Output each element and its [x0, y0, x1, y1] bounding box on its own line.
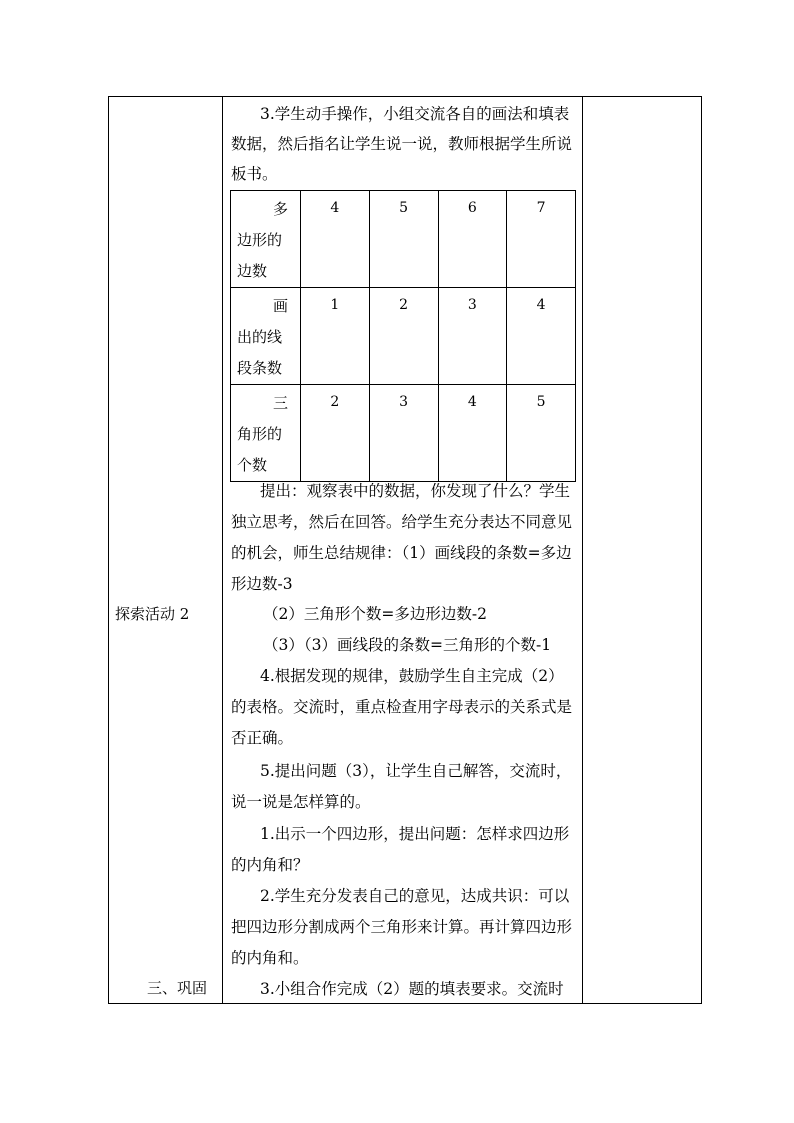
lesson-plan-table	[108, 96, 702, 1004]
row-header-line: 边形的	[237, 231, 283, 249]
row-header	[231, 191, 301, 288]
table-cell: 4	[301, 191, 370, 288]
para1-line1: 3.学生动手操作，小组交流各自的画法和填表	[260, 105, 570, 123]
polygon-data-table	[230, 190, 576, 482]
table-row	[231, 191, 576, 288]
para2-line2: 独立思考，然后在回答。给学生充分表达不同意见	[231, 513, 573, 531]
left-column	[109, 97, 223, 1003]
para6-line1: 2.学生充分发表自己的意见，达成共识：可以	[260, 887, 570, 905]
table-row	[231, 288, 576, 385]
para6-line3: 的内角和。	[231, 949, 309, 967]
table-cell: 2	[369, 288, 438, 385]
table-cell: 1	[301, 288, 370, 385]
row-header-line: 段条数	[237, 359, 283, 377]
para4-line1: 5.提出问题（3），让学生自己解答，交流时，	[260, 762, 572, 780]
table-cell: 5	[369, 191, 438, 288]
row-header	[231, 385, 301, 482]
row-header-line: 出的线	[237, 328, 283, 346]
para2-line5: （2）三角形个数=多边形边数-2	[263, 605, 487, 623]
row-header-line: 三	[272, 394, 288, 412]
para2-line6: （3）（3）画线段的条数=三角形的个数-1	[263, 636, 552, 654]
table-row	[231, 385, 576, 482]
row-header	[231, 288, 301, 385]
row-header-line: 个数	[237, 456, 268, 474]
activity-label: 探索活动 2	[115, 605, 190, 623]
para7-line1: 3.小组合作完成（2）题的填表要求。交流时	[260, 980, 564, 998]
row-header-line: 角形的	[237, 425, 283, 443]
consolidation-label: 三、巩固	[147, 979, 208, 997]
para3-line2: 的表格。交流时，重点检查用字母表示的关系式是	[231, 698, 573, 716]
para5-line1: 1.出示一个四边形，提出问题：怎样求四边形	[260, 825, 570, 843]
para3-line3: 否正确。	[231, 729, 294, 747]
para4-line2: 说一说是怎样算的。	[231, 793, 371, 811]
para2-line3: 的机会，师生总结规律：（1）画线段的条数=多边	[231, 544, 572, 562]
content-column	[223, 97, 583, 1003]
table-cell: 3	[438, 288, 507, 385]
para5-line2: 的内角和？	[231, 856, 309, 874]
para2-line4: 形边数-3	[231, 575, 293, 593]
para6-line2: 把四边形分割成两个三角形来计算。再计算四边形	[231, 918, 573, 936]
table-cell: 4	[507, 288, 576, 385]
table-cell: 4	[438, 385, 507, 482]
table-cell: 7	[507, 191, 576, 288]
table-cell: 5	[507, 385, 576, 482]
row-header-line: 画	[272, 297, 288, 315]
row-header-line: 多	[272, 200, 288, 218]
para1-line2: 数据，然后指名让学生说一说，教师根据学生所说	[231, 135, 573, 153]
row-header-line: 边数	[237, 262, 268, 280]
para1-line3: 板书。	[231, 165, 278, 183]
para3-line1: 4.根据发现的规律，鼓励学生自主完成（2）	[260, 667, 564, 685]
para2-line1: 提出：观察表中的数据，你发现了什么？学生	[260, 482, 571, 500]
right-column	[583, 97, 701, 1003]
table-cell: 6	[438, 191, 507, 288]
table-cell: 2	[301, 385, 370, 482]
table-cell: 3	[369, 385, 438, 482]
